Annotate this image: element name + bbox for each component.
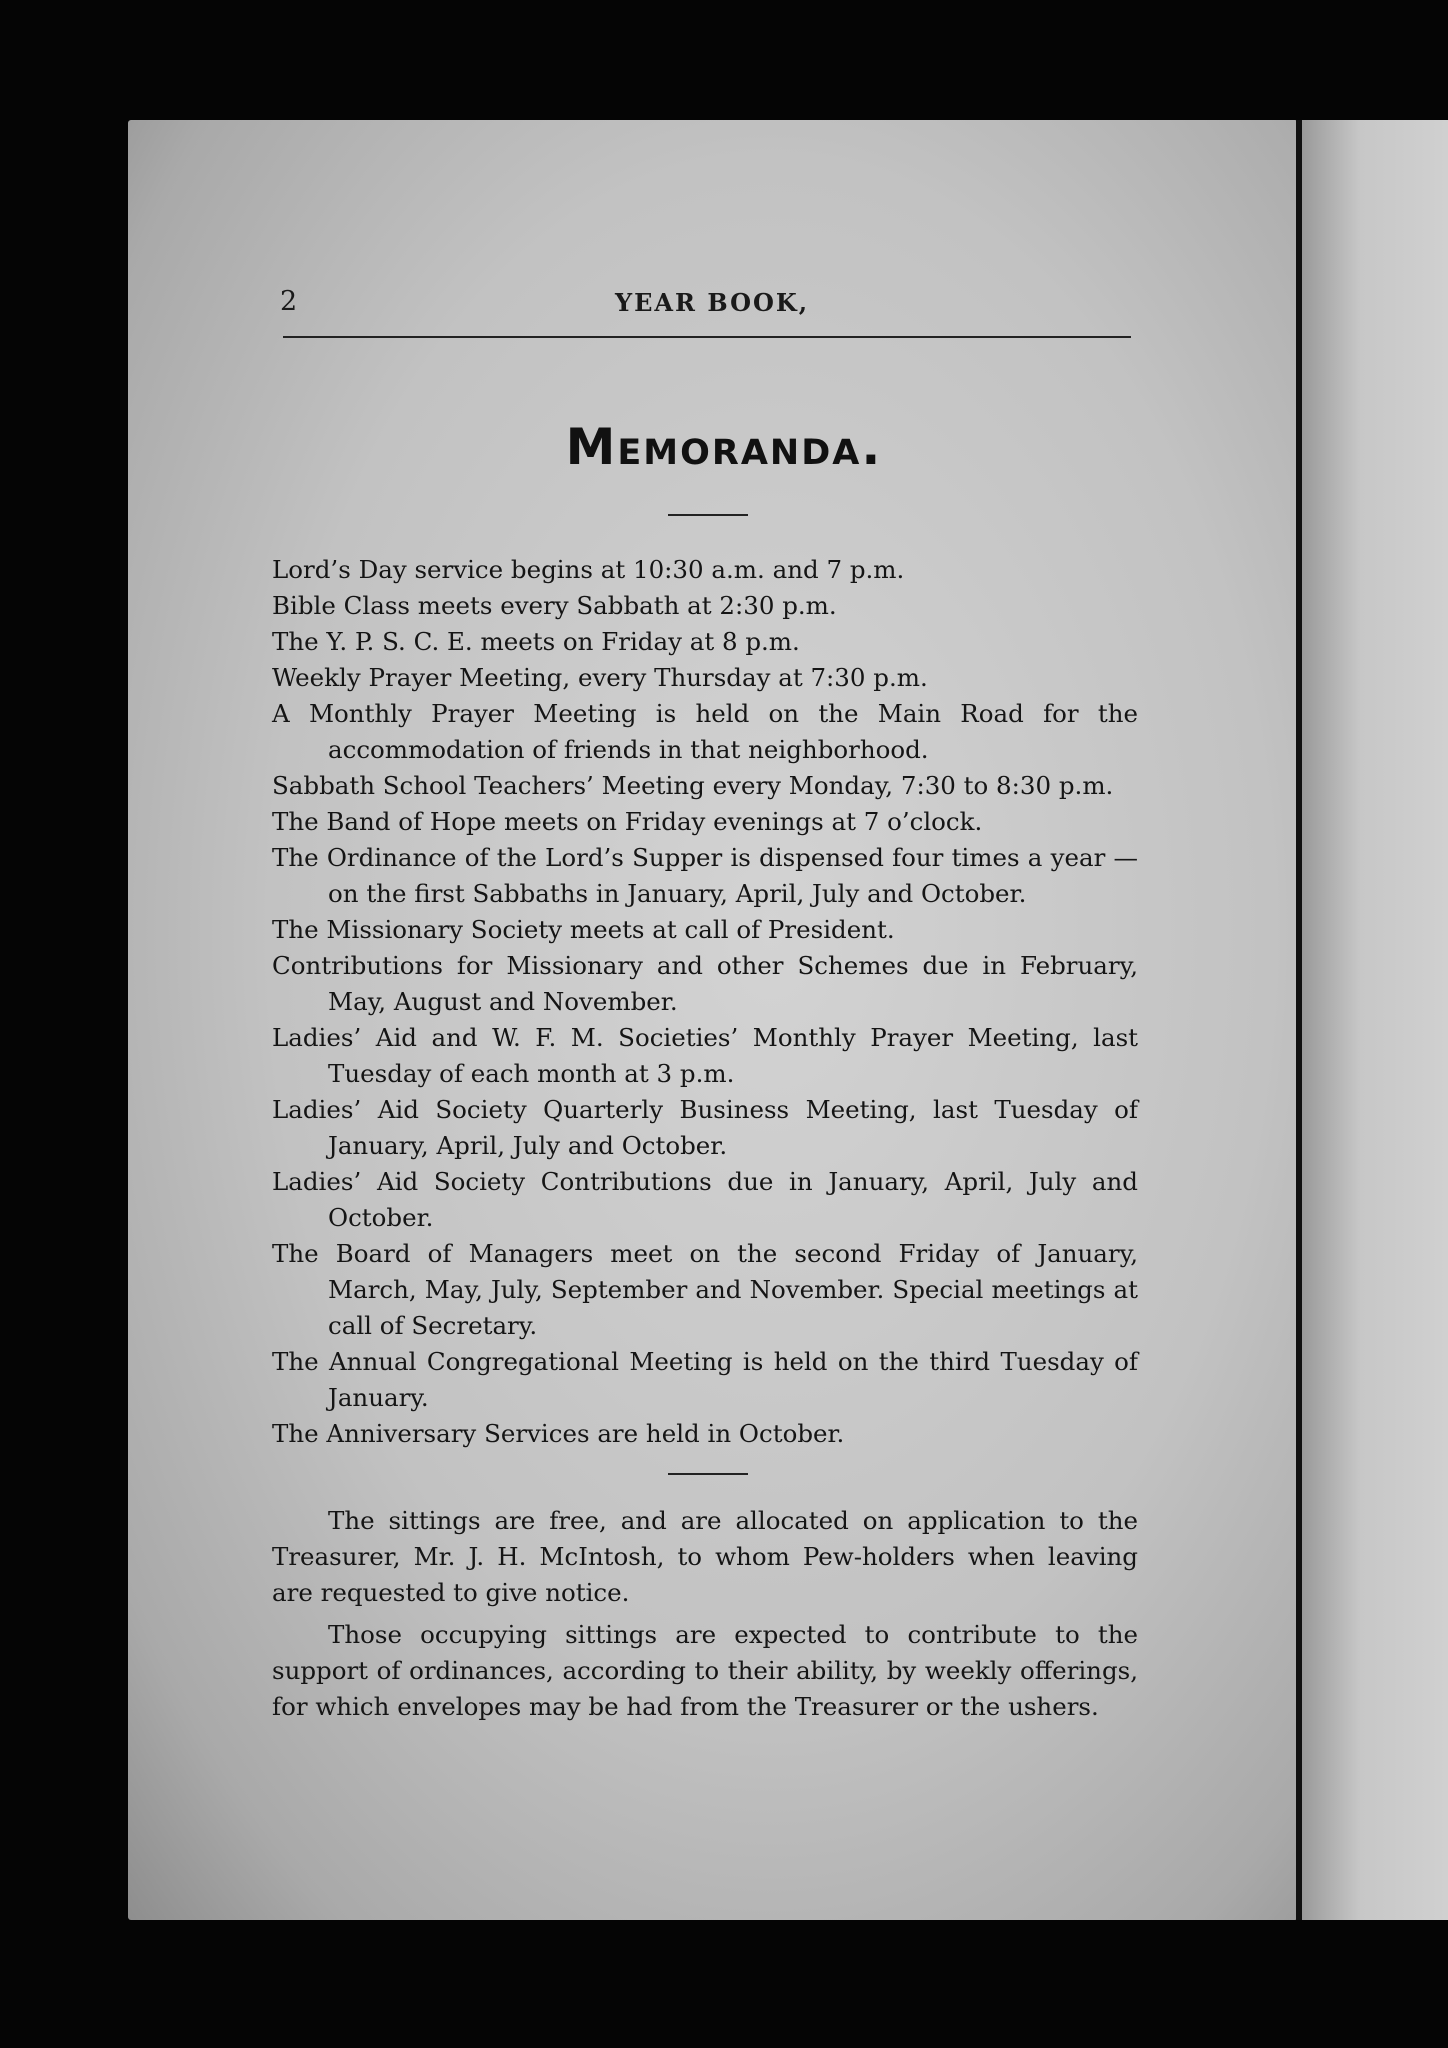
header-rule (283, 336, 1131, 338)
title-rule (668, 514, 748, 516)
sittings-paragraph: The sittings are free, and are allocated on application to the Treasurer, Mr. J. H. McIntosh, to whom Pew-holders when leaving are requested to give notice. (272, 1506, 1138, 1607)
page-title: Memoranda. (565, 418, 883, 476)
memo-item: Ladies’ Aid and W. F. M. Societies’ Monthly Prayer Meeting, last Tuesday of each month at 3 p.m. (272, 1023, 1138, 1088)
memo-item: The Band of Hope meets on Friday evenings at 7 o’clock. (272, 807, 983, 836)
memo-item: Ladies’ Aid Society Quarterly Business Meeting, last Tuesday of January, April, July and October. (272, 1095, 1138, 1160)
memo-item: Weekly Prayer Meeting, every Thursday at 7:30 p.m. (272, 663, 928, 692)
section-rule (668, 1473, 748, 1475)
memo-item: The Annual Congregational Meeting is held on the third Tuesday of January. (272, 1347, 1138, 1412)
sittings-notes (272, 1503, 1138, 1731)
memo-item: Contributions for Missionary and other Schemes due in February, May, August and November. (272, 951, 1138, 1016)
memo-item: The Ordinance of the Lord’s Supper is dispensed four times a year —on the first Sabbaths in January, April, July and October. (272, 843, 1138, 908)
memo-item: Lord’s Day service begins at 10:30 a.m. and 7 p.m. (272, 555, 905, 584)
memo-item: Sabbath School Teachers’ Meeting every Monday, 7:30 to 8:30 p.m. (272, 771, 1114, 800)
memo-item: The Board of Managers meet on the second Friday of January, March, May, July, September and November. Special meetings at call of Secretary. (272, 1239, 1138, 1340)
memo-item: The Y. P. S. C. E. meets on Friday at 8 p.m. (272, 627, 800, 656)
facing-page-edge (1302, 120, 1448, 1920)
memo-item: A Monthly Prayer Meeting is held on the Main Road for the accommodation of friends in that neighborhood. (272, 699, 1138, 764)
running-header: YEAR BOOK, (615, 288, 810, 317)
memo-item: Bible Class meets every Sabbath at 2:30 p.m. (272, 591, 837, 620)
memo-item: The Missionary Society meets at call of President. (272, 915, 895, 944)
memo-item: The Anniversary Services are held in October. (272, 1419, 845, 1448)
memo-item: Ladies’ Aid Society Contributions due in January, April, July and October. (272, 1167, 1138, 1232)
memoranda-list (272, 552, 1138, 1452)
page-number: 2 (280, 286, 298, 317)
offerings-paragraph: Those occupying sittings are expected to contribute to the support of ordinances, according to their ability, by weekly offerings, for which envelopes may be had from the Treasurer or the ushers. (272, 1620, 1138, 1721)
